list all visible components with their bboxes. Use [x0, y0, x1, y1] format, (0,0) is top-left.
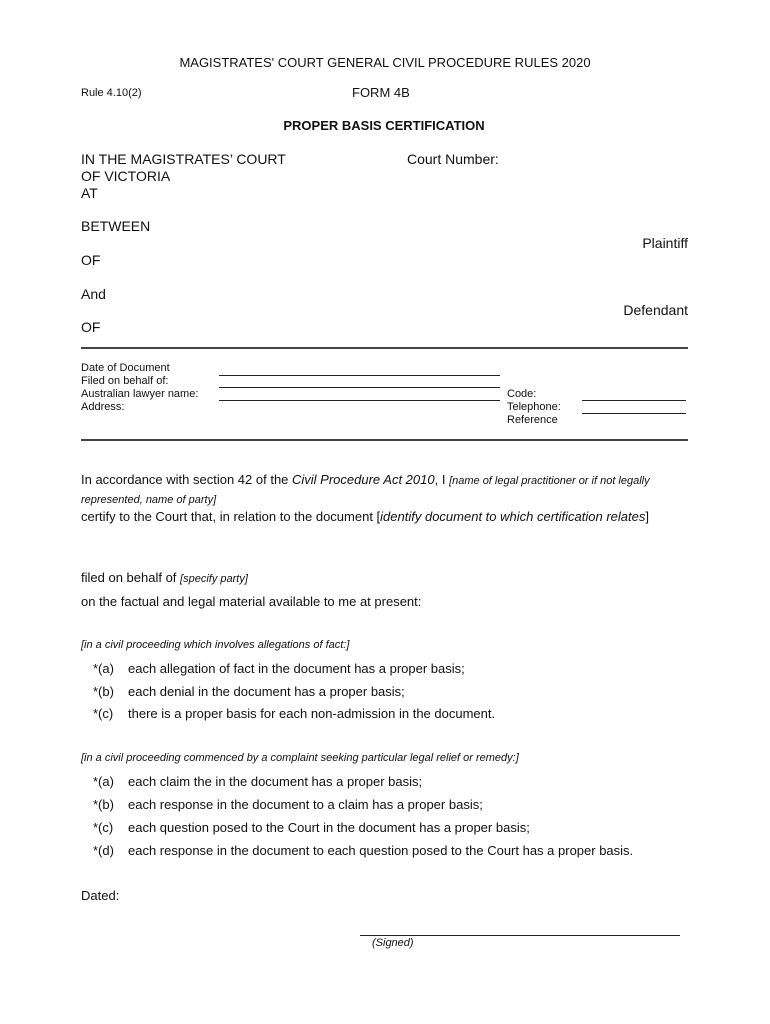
- code-label: Code:: [507, 388, 537, 400]
- relief-item-c-marker: *(c): [93, 820, 114, 835]
- lawyer-name-field[interactable]: [219, 400, 500, 401]
- fact-item-b-text: each denial in the document has a proper basis;: [128, 684, 405, 699]
- of-label-1: OF: [81, 252, 101, 268]
- top-divider: [81, 347, 688, 349]
- fact-item-a-marker: *(a): [93, 661, 114, 676]
- relief-section-heading: [in a civil proceeding commenced by a complaint seeking particular legal relief or remedy:]: [81, 752, 519, 764]
- between-label: BETWEEN: [81, 218, 151, 234]
- fact-item-c-marker: *(c): [93, 706, 114, 721]
- reference-label: Reference: [507, 414, 558, 426]
- relief-item-d-text: each response in the document to each question posed to the Court has a proper basis.: [128, 843, 634, 858]
- fact-item-a-text: each allegation of fact in the document has a proper basis;: [128, 661, 465, 676]
- filed-on-behalf-field[interactable]: [219, 387, 500, 388]
- p2-text-a: certify to the Court that, in relation to the document [: [81, 509, 381, 524]
- bottom-divider: [81, 439, 688, 441]
- material-paragraph: on the factual and legal material available to me at present:: [81, 594, 422, 609]
- relief-item-b-marker: *(b): [93, 797, 114, 812]
- fact-item-b-marker: *(b): [93, 684, 114, 699]
- form-label: FORM 4B: [352, 85, 410, 100]
- rules-title: MAGISTRATES' COURT GENERAL CIVIL PROCEDURE RULES 2020: [179, 55, 591, 70]
- form-title: PROPER BASIS CERTIFICATION: [283, 118, 485, 133]
- certification-paragraph-2: [81, 508, 689, 525]
- filed-on-behalf-label: Filed on behalf of:: [81, 375, 169, 387]
- court-line-2: OF VICTORIA: [81, 168, 171, 184]
- court-number-label: Court Number:: [407, 151, 499, 167]
- plaintiff-label: Plaintiff: [642, 235, 688, 251]
- party-placeholder: [specify party]: [180, 573, 248, 585]
- address-label: Address:: [81, 401, 125, 413]
- court-line-3: AT: [81, 185, 98, 201]
- document-placeholder: identify document to which certification relates: [380, 509, 646, 524]
- relief-item-c-text: each question posed to the Court in the document has a proper basis;: [128, 820, 530, 835]
- signed-label: (Signed): [372, 937, 414, 949]
- code-field[interactable]: [582, 400, 686, 401]
- relief-item-a-text: each claim the in the document has a proper basis;: [128, 774, 423, 789]
- filed-on-behalf-paragraph: [81, 569, 689, 588]
- telephone-label: Telephone:: [507, 401, 561, 413]
- relief-item-a-marker: *(a): [93, 774, 114, 789]
- p3-text-a: filed on behalf of: [81, 570, 181, 585]
- p1-text-a: In accordance with section 42 of the: [81, 472, 293, 487]
- fact-section-heading: [in a civil proceeding which involves allegations of fact:]: [81, 639, 350, 651]
- act-name: Civil Procedure Act 2010: [292, 472, 435, 487]
- p1-text-b: , I: [434, 472, 450, 487]
- certification-paragraph-1: [81, 471, 689, 509]
- relief-item-b-text: each response in the document to a claim has a proper basis;: [128, 797, 483, 812]
- signature-line[interactable]: [360, 935, 680, 936]
- of-label-2: OF: [81, 319, 101, 335]
- fact-item-c-text: there is a proper basis for each non-admission in the document.: [128, 706, 496, 721]
- p2-text-b: ]: [645, 509, 649, 524]
- defendant-label: Defendant: [623, 302, 688, 318]
- telephone-field[interactable]: [582, 413, 686, 414]
- relief-item-d-marker: *(d): [93, 843, 114, 858]
- rule-reference: Rule 4.10(2): [81, 87, 142, 99]
- dated-label: Dated:: [81, 888, 120, 903]
- lawyer-name-label: Australian lawyer name:: [81, 388, 199, 400]
- date-of-document-label: Date of Document: [81, 362, 170, 374]
- and-label: And: [81, 286, 106, 302]
- court-line-1: IN THE MAGISTRATES’ COURT: [81, 151, 286, 167]
- practitioner-placeholder: [name of legal practitioner or if not legally represented, name of party]: [81, 475, 650, 506]
- date-of-document-field[interactable]: [219, 375, 500, 376]
